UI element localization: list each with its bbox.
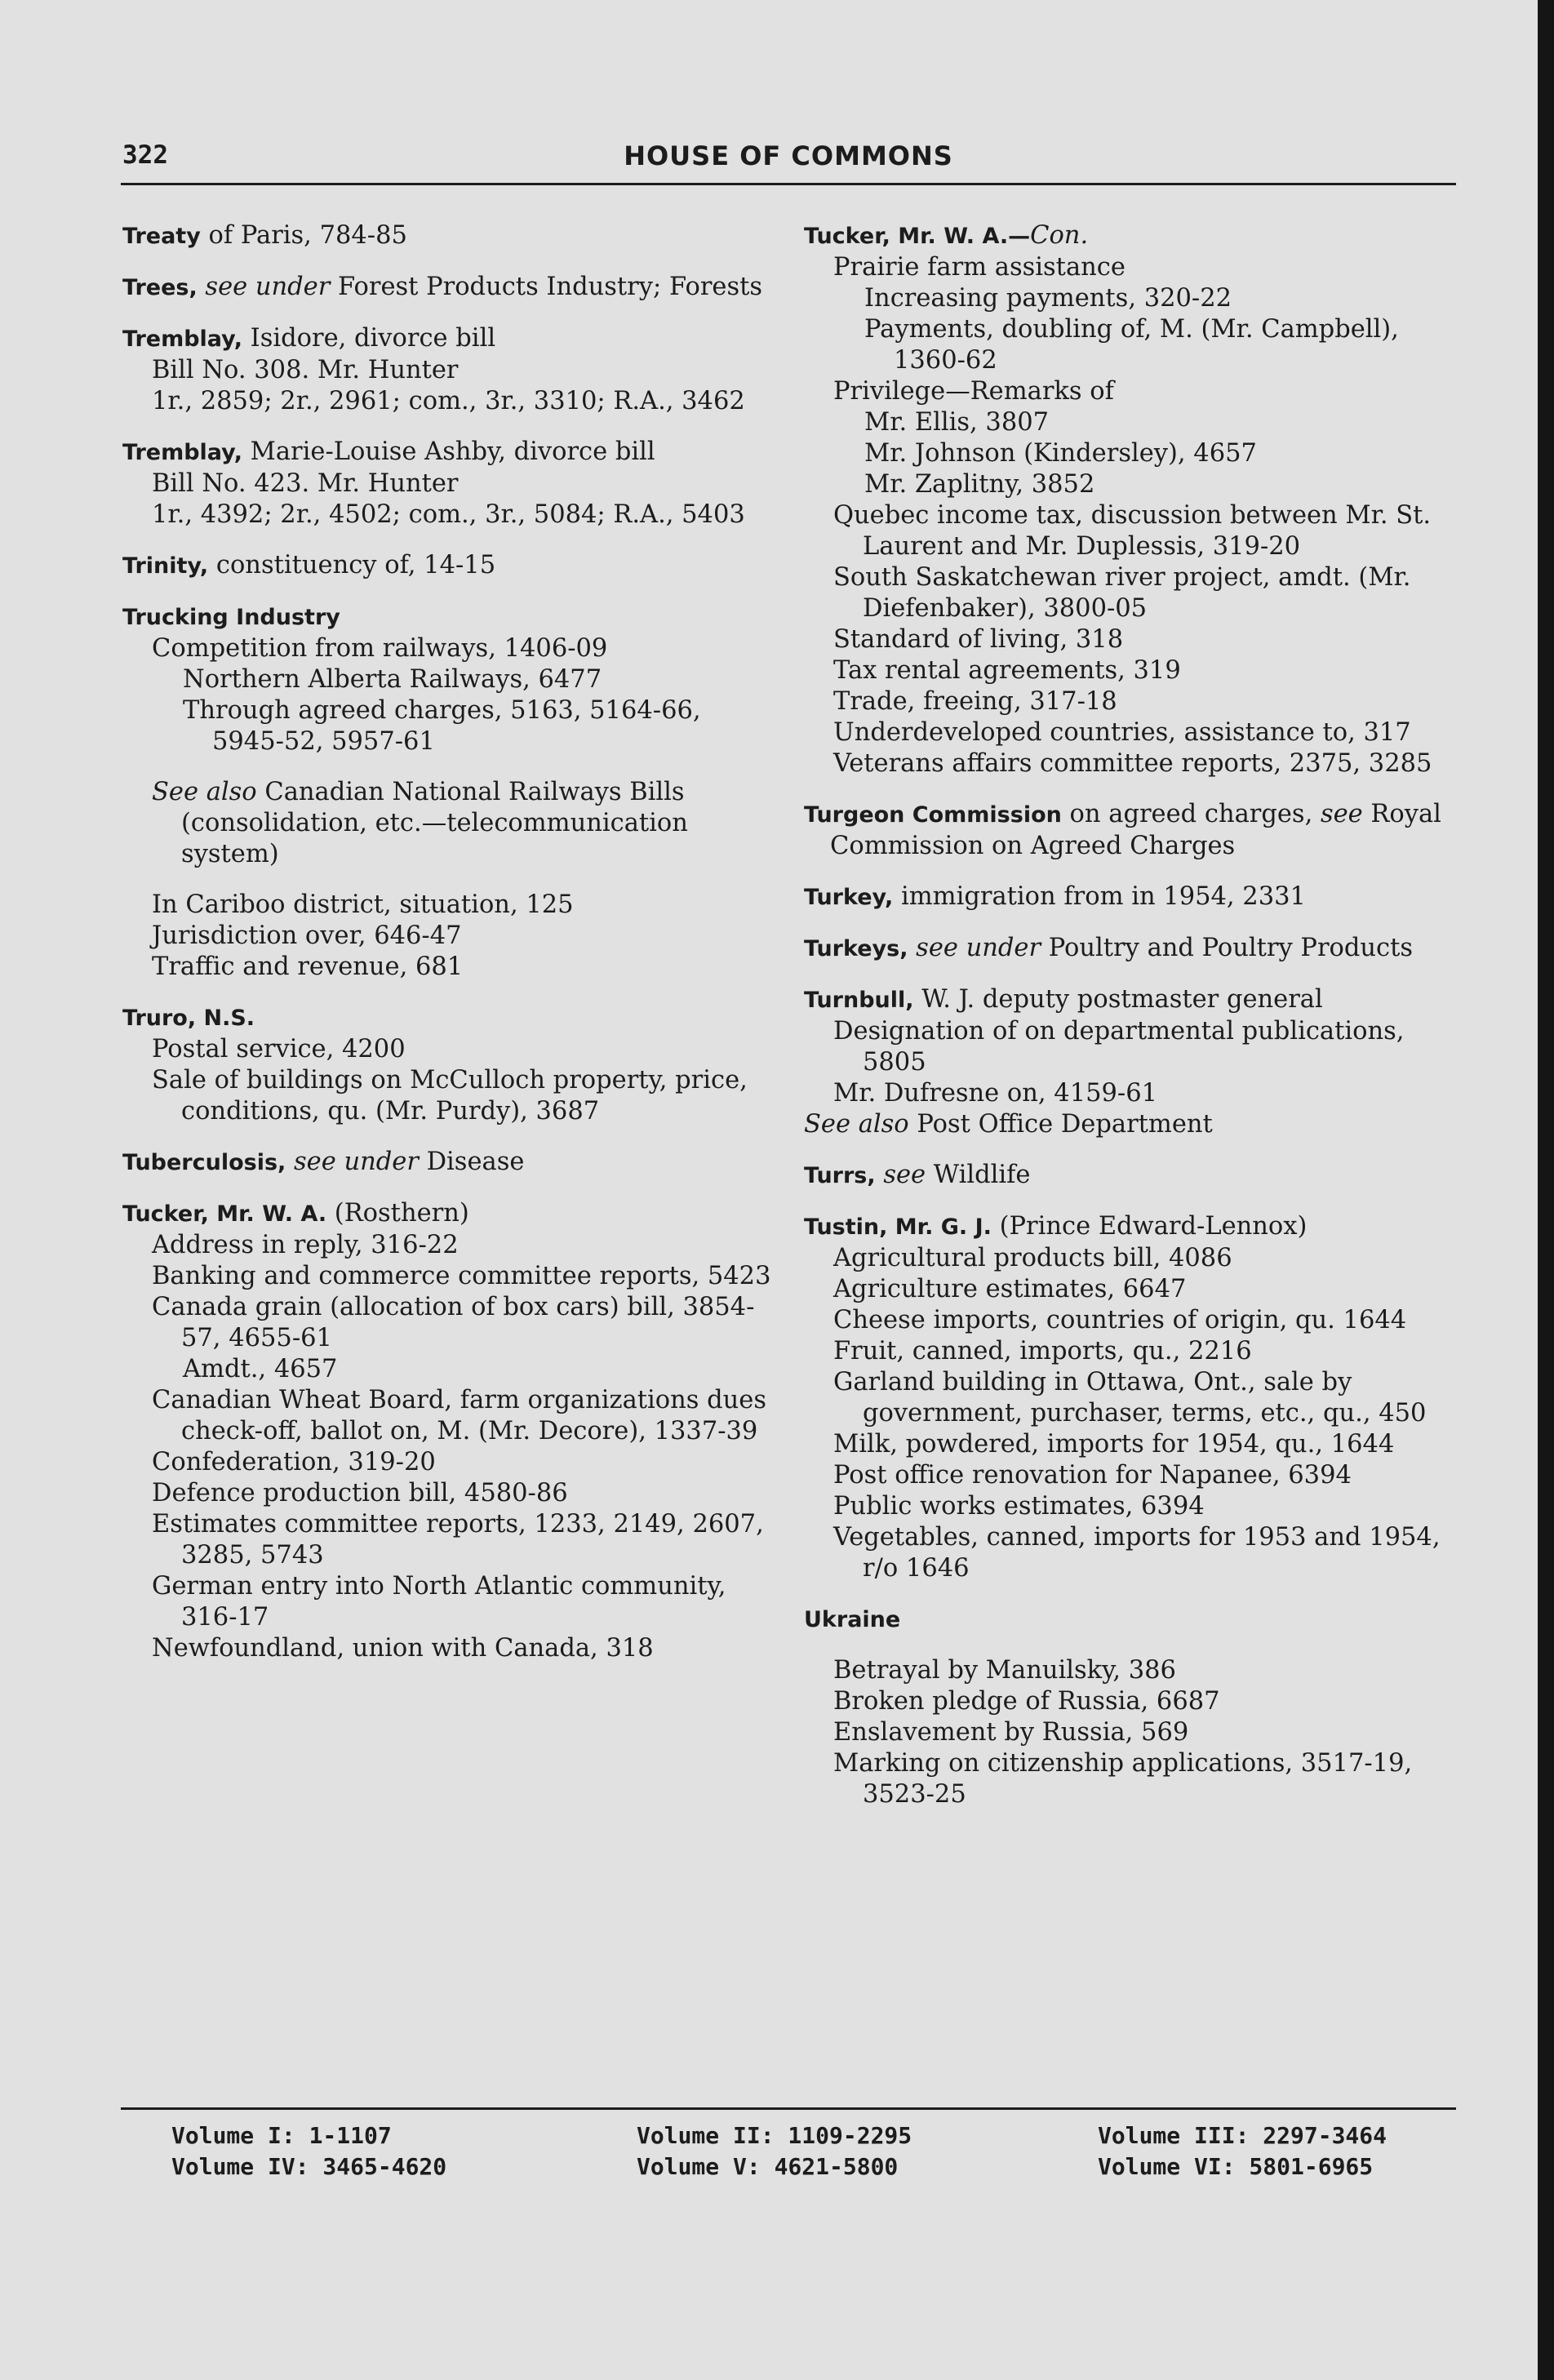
- entry-subitem: [122, 355, 775, 386]
- entry-heading: [804, 220, 1469, 252]
- entry-text: Marking on citizenship applications, 3517-19, 3523-25: [833, 1749, 1413, 1809]
- headword: Trinity,: [122, 553, 209, 579]
- entry-heading: [122, 602, 775, 633]
- headword: Turnbull,: [804, 988, 914, 1013]
- entry-text: Isidore, divorce bill: [242, 324, 496, 353]
- entry-text: Prairie farm assistance: [833, 253, 1126, 282]
- entry-text: Tax rental agreements, 319: [833, 656, 1181, 685]
- entry-text: Standard of living, 318: [833, 625, 1124, 654]
- entry-subitem: [122, 664, 775, 695]
- entry-subitem: [122, 386, 775, 417]
- entry-heading: [122, 272, 775, 304]
- entry-heading: [804, 1160, 1469, 1192]
- entry-text: Milk, powdered, imports for 1954, qu., 1644: [833, 1430, 1395, 1459]
- entry-subitem: [122, 921, 775, 952]
- entry-text: Broken pledge of Russia, 6687: [833, 1687, 1220, 1716]
- entry-text: Post Office Department: [908, 1110, 1213, 1139]
- entry-text: In Cariboo district, situation, 125: [152, 890, 574, 919]
- headword: Turrs,: [804, 1163, 876, 1188]
- entry-text: Quebec income tax, discussion between Mr. St. Laurent and Mr. Duplessis, 319-20: [833, 501, 1432, 561]
- entry-subitem: [804, 500, 1469, 562]
- headword: Tucker, Mr. W. A.—: [804, 224, 1031, 249]
- entry-text: Mr. Ellis, 3807: [864, 408, 1050, 437]
- entry-text: Royal Commission on Agreed Charges: [830, 800, 1441, 860]
- entry-subitem: [804, 1748, 1469, 1810]
- entry-subitem: [122, 1354, 775, 1385]
- entry-text: Newfoundland, union with Canada, 318: [152, 1634, 654, 1663]
- entry-subitem: [804, 469, 1469, 500]
- entry-text: Wildlife: [926, 1161, 1031, 1189]
- entry-subitem: [122, 1447, 775, 1478]
- index-entry: [122, 1147, 775, 1179]
- entry-subitem: [122, 1478, 775, 1509]
- entry-subitem: [122, 1292, 775, 1354]
- entry-subitem: [122, 633, 775, 664]
- entry-text: Fruit, canned, imports, qu., 2216: [833, 1337, 1252, 1365]
- entry-text: Estimates committee reports, 1233, 2149, 2607, 3285, 5743: [152, 1510, 764, 1570]
- index-entry: [122, 272, 775, 304]
- index-entry: [804, 799, 1469, 862]
- entry-text: Designation of on departmental publications, 5805: [833, 1017, 1405, 1077]
- running-title: HOUSE OF COMMONS: [624, 140, 953, 171]
- entry-subitem: [804, 1686, 1469, 1717]
- volume-ii: Volume II: 1109-2295: [637, 2122, 912, 2149]
- entry-heading: [804, 799, 1469, 862]
- entry-text: Increasing payments, 320-22: [864, 284, 1232, 313]
- headword: Tremblay,: [122, 440, 242, 465]
- spacer: [122, 757, 775, 777]
- entry-subitem: [122, 1571, 775, 1633]
- headword: Turkeys,: [804, 936, 908, 961]
- index-entry: [122, 323, 775, 417]
- entry-subitem: [804, 252, 1469, 283]
- entry-text: Veterans affairs committee reports, 2375, 3285: [833, 749, 1432, 778]
- header-rule: [121, 183, 1456, 185]
- scan-edge: [1538, 0, 1554, 2380]
- entry-subitem: [122, 777, 775, 870]
- entry-text: Canada grain (allocation of box cars) bill, 3854-57, 4655-61: [152, 1293, 755, 1352]
- headword: Truro, N.S.: [122, 1006, 255, 1031]
- entry-subitem: [122, 890, 775, 921]
- italic-text: see: [1312, 800, 1363, 828]
- headword: Turgeon Commission: [804, 802, 1062, 828]
- entry-subitem: [804, 1491, 1469, 1522]
- volume-i: Volume I: 1-1107: [171, 2122, 392, 2149]
- entry-subitem: [804, 314, 1469, 376]
- entry-text: Defence production bill, 4580-86: [152, 1479, 568, 1507]
- index-entry: [804, 220, 1469, 779]
- headword: Tremblay,: [122, 326, 242, 352]
- entry-subitem: [804, 407, 1469, 438]
- entry-text: of Paris, 784-85: [200, 221, 407, 250]
- left-column: [122, 220, 775, 1684]
- entry-subitem: [804, 1429, 1469, 1460]
- entry-subitem: [122, 1230, 775, 1261]
- entry-subitem: [804, 624, 1469, 655]
- italic-text: Con.: [1030, 221, 1089, 250]
- entry-text: Confederation, 319-20: [152, 1448, 436, 1476]
- entry-text: Bill No. 308. Mr. Hunter: [152, 356, 459, 384]
- index-entry: [804, 1160, 1469, 1192]
- entry-text: (Prince Edward-Lennox): [991, 1212, 1308, 1241]
- entry-subitem: [122, 500, 775, 531]
- entry-text: Agricultural products bill, 4086: [833, 1244, 1232, 1272]
- entry-text: (Rosthern): [326, 1199, 469, 1228]
- volume-v: Volume V: 4621-5800: [637, 2153, 899, 2180]
- entry-subitem: [122, 1034, 775, 1065]
- entry-subitem: [804, 686, 1469, 717]
- entry-text: Mr. Zaplitny, 3852: [864, 470, 1095, 499]
- headword: Turkey,: [804, 885, 894, 910]
- entry-subitem: [804, 562, 1469, 624]
- index-entry: [122, 1198, 775, 1664]
- headword: Tucker, Mr. W. A.: [122, 1201, 327, 1227]
- entry-text: South Saskatchewan river project, amdt. (Mr. Diefenbaker), 3800-05: [833, 563, 1411, 623]
- index-entry: [804, 933, 1469, 965]
- entry-heading: [122, 220, 775, 252]
- entry-text: Jurisdiction over, 646-47: [152, 921, 462, 950]
- headword: Tustin, Mr. G. J.: [804, 1214, 992, 1240]
- entry-text: Mr. Dufresne on, 4159-61: [833, 1079, 1158, 1108]
- entry-text: Competition from railways, 1406-09: [152, 634, 608, 663]
- italic-text: see under: [908, 934, 1041, 962]
- entry-subitem: [804, 1367, 1469, 1429]
- entry-subitem: [804, 1655, 1469, 1686]
- entry-heading: [804, 933, 1469, 965]
- entry-heading: [804, 881, 1469, 913]
- index-entry: [122, 602, 775, 983]
- entry-heading: [804, 1604, 1469, 1636]
- entry-subitem: [804, 717, 1469, 748]
- entry-text: Canadian National Railways Bills (consolidation, etc.—telecommunication system): [181, 778, 688, 868]
- entry-text: Address in reply, 316-22: [152, 1231, 459, 1259]
- entry-subitem: [122, 1509, 775, 1571]
- entry-text: Mr. Johnson (Kindersley), 4657: [864, 439, 1257, 468]
- entry-subitem: [804, 1109, 1469, 1140]
- entry-heading: [122, 550, 775, 582]
- volume-iii: Volume III: 2297-3464: [1098, 2122, 1388, 2149]
- italic-text: see under: [197, 273, 331, 301]
- right-column: [804, 220, 1469, 1830]
- volume-range-col1: [171, 2120, 446, 2182]
- entry-text: Bill No. 423. Mr. Hunter: [152, 469, 459, 498]
- spacer: [804, 1636, 1469, 1655]
- entry-text: Trade, freeing, 317-18: [833, 687, 1117, 716]
- entry-text: Garland building in Ottawa, Ont., sale by government, purchaser, terms, etc., qu., 450: [833, 1368, 1427, 1428]
- entry-subitem: [122, 695, 775, 757]
- entry-subitem: [122, 1261, 775, 1292]
- entry-subitem: [804, 438, 1469, 469]
- entry-text: constituency of, 14-15: [208, 551, 496, 579]
- entry-text: Agriculture estimates, 6647: [833, 1275, 1187, 1303]
- volume-range-col3: [1098, 2120, 1387, 2182]
- entry-text: immigration from in 1954, 2331: [893, 882, 1306, 911]
- entry-heading: [804, 1211, 1469, 1243]
- index-entry: [804, 984, 1469, 1140]
- entry-text: Cheese imports, countries of origin, qu. 1644: [833, 1306, 1407, 1334]
- entry-subitem: [122, 952, 775, 983]
- entry-subitem: [122, 1633, 775, 1664]
- entry-text: Post office renovation for Napanee, 6394: [833, 1461, 1352, 1490]
- entry-text: Public works estimates, 6394: [833, 1492, 1205, 1521]
- entry-text: Sale of buildings on McCulloch property, price, conditions, qu. (Mr. Purdy), 3687: [152, 1066, 748, 1126]
- entry-heading: [122, 1002, 775, 1034]
- entry-text: Banking and commerce committee reports, 5423: [152, 1262, 771, 1290]
- footer-rule: [121, 2107, 1456, 2110]
- entry-heading: [122, 1198, 775, 1230]
- entry-subitem: [804, 376, 1469, 407]
- entry-heading: [122, 1147, 775, 1179]
- entry-heading: [804, 984, 1469, 1016]
- entry-subitem: [804, 1717, 1469, 1748]
- entry-text: Through agreed charges, 5163, 5164-66, 5945-52, 5957-61: [183, 696, 701, 756]
- entry-text: 1r., 2859; 2r., 2961; com., 3r., 3310; R.A., 3462: [152, 387, 745, 415]
- page-number: 322: [122, 140, 168, 170]
- headword: Treaty: [122, 224, 201, 249]
- entry-subitem: [804, 748, 1469, 779]
- entry-text: Privilege—Remarks of: [833, 377, 1114, 406]
- index-entry: [804, 1604, 1469, 1810]
- entry-text: Northern Alberta Railways, 6477: [183, 665, 602, 694]
- page-header: [122, 140, 1454, 181]
- entry-text: Poultry and Poultry Products: [1041, 934, 1414, 962]
- entry-text: German entry into North Atlantic community, 316-17: [152, 1572, 726, 1632]
- entry-text: Marie-Louise Ashby, divorce bill: [242, 437, 655, 466]
- entry-text: Forest Products Industry; Forests: [330, 273, 763, 301]
- index-entry: [804, 1211, 1469, 1584]
- entry-subitem: [804, 1460, 1469, 1491]
- entry-text: Betrayal by Manuilsky, 386: [833, 1656, 1176, 1685]
- entry-text: Payments, doubling of, M. (Mr. Campbell), 1360-62: [864, 315, 1399, 375]
- italic-text: see: [875, 1161, 926, 1189]
- entry-subitem: [804, 1305, 1469, 1336]
- volume-iv: Volume IV: 3465-4620: [171, 2153, 447, 2180]
- entry-subitem: [122, 1385, 775, 1447]
- entry-text: Underdeveloped countries, assistance to, 317: [833, 718, 1411, 747]
- entry-subitem: [122, 468, 775, 500]
- index-entry: [122, 1002, 775, 1127]
- volume-vi: Volume VI: 5801-6965: [1098, 2153, 1374, 2180]
- entry-subitem: [804, 283, 1469, 314]
- entry-text: Traffic and revenue, 681: [152, 952, 464, 981]
- entry-text: on agreed charges,: [1061, 800, 1313, 828]
- entry-subitem: [804, 1274, 1469, 1305]
- index-entry: [122, 220, 775, 252]
- entry-heading: [122, 437, 775, 468]
- entry-subitem: [804, 1016, 1469, 1078]
- headword: Trucking Industry: [122, 605, 340, 630]
- entry-text: 1r., 4392; 2r., 4502; com., 3r., 5084; R.A., 5403: [152, 500, 745, 529]
- entry-text: Postal service, 4200: [152, 1035, 406, 1063]
- italic-text: See also: [804, 1110, 909, 1139]
- entry-text: Vegetables, canned, imports for 1953 and 1954, r/o 1646: [833, 1523, 1441, 1583]
- entry-subitem: [804, 1522, 1469, 1584]
- entry-text: W. J. deputy postmaster general: [913, 985, 1323, 1014]
- entry-text: Enslavement by Russia, 569: [833, 1718, 1189, 1747]
- headword: Ukraine: [804, 1607, 901, 1632]
- entry-subitem: [804, 655, 1469, 686]
- entry-subitem: [122, 1065, 775, 1127]
- index-entry: [122, 437, 775, 531]
- entry-text: Disease: [418, 1148, 525, 1176]
- entry-text: Amdt., 4657: [183, 1355, 338, 1383]
- entry-subitem: [804, 1078, 1469, 1109]
- italic-text: see under: [286, 1148, 419, 1176]
- index-entry: [804, 881, 1469, 913]
- entry-text: Canadian Wheat Board, farm organizations dues check-off, ballot on, M. (Mr. Decore), 1337-39: [152, 1386, 766, 1445]
- headword: Tuberculosis,: [122, 1150, 286, 1175]
- italic-text: See also: [152, 778, 257, 806]
- entry-subitem: [804, 1336, 1469, 1367]
- entry-subitem: [804, 1243, 1469, 1274]
- index-entry: [122, 550, 775, 582]
- entry-heading: [122, 323, 775, 355]
- headword: Trees,: [122, 275, 198, 300]
- spacer: [122, 870, 775, 890]
- volume-range-col2: [637, 2120, 912, 2182]
